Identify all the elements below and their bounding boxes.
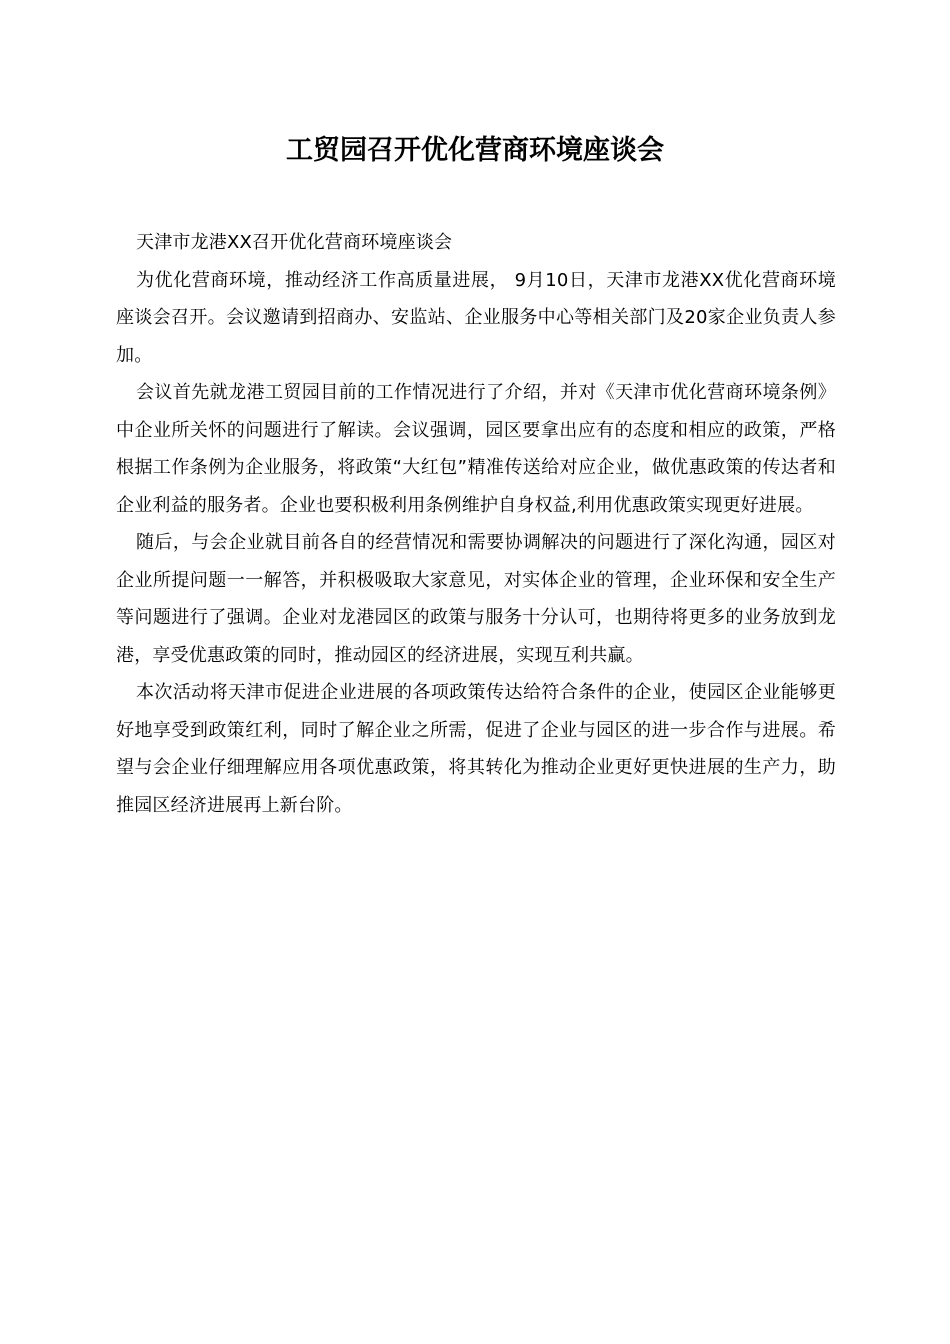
paragraph: 为优化营商环境，推动经济工作高质量进展， 9月10日，天津市龙港XX优化营商环境座谈会召开。会议邀请到招商办、安监站、企业服务中心等相关部门及20家企业负责人参加。 <box>116 269 836 366</box>
paragraph: 随后，与会企业就目前各自的经营情况和需要协调解决的问题进行了深化沟通，园区对企业所提问题一一解答，并积极吸取大家意见，对实体企业的管理，企业环保和安全生产等问题进行了强调。企业对龙港园区的政策与服务十分认可，也期待将更多的业务放到龙港，享受优惠政策的同时，推动园区的经济进展，实现互利共赢。 <box>116 532 836 666</box>
document-title: 工贸园召开优化营商环境座谈会 <box>286 135 664 166</box>
paragraph: 本次活动将天津市促进企业进展的各项政策传达给符合条件的企业，使园区企业能够更好地享受到政策红利，同时了解企业之所需，促进了企业与园区的进一步合作与进展。希望与会企业仔细理解应用各项优惠政策，将其转化为推动企业更好更快进展的生产力，助推园区经济进展再上新台阶。 <box>116 682 836 816</box>
paragraph: 会议首先就龙港工贸园目前的工作情况进行了介绍，并对《天津市优化营商环境条例》中企业所关怀的问题进行了解读。会议强调，园区要拿出应有的态度和相应的政策，严格根据工作条例为企业服务，将政策“大红包”精准传送给对应企业，做优惠政策的传达者和企业利益的服务者。企业也要积极利用条例维护自身权益,利用优惠政策实现更好进展。 <box>116 382 836 516</box>
paragraph-subtitle: 天津市龙港XX召开优化营商环境座谈会 <box>136 232 453 253</box>
document-body <box>116 224 836 824</box>
